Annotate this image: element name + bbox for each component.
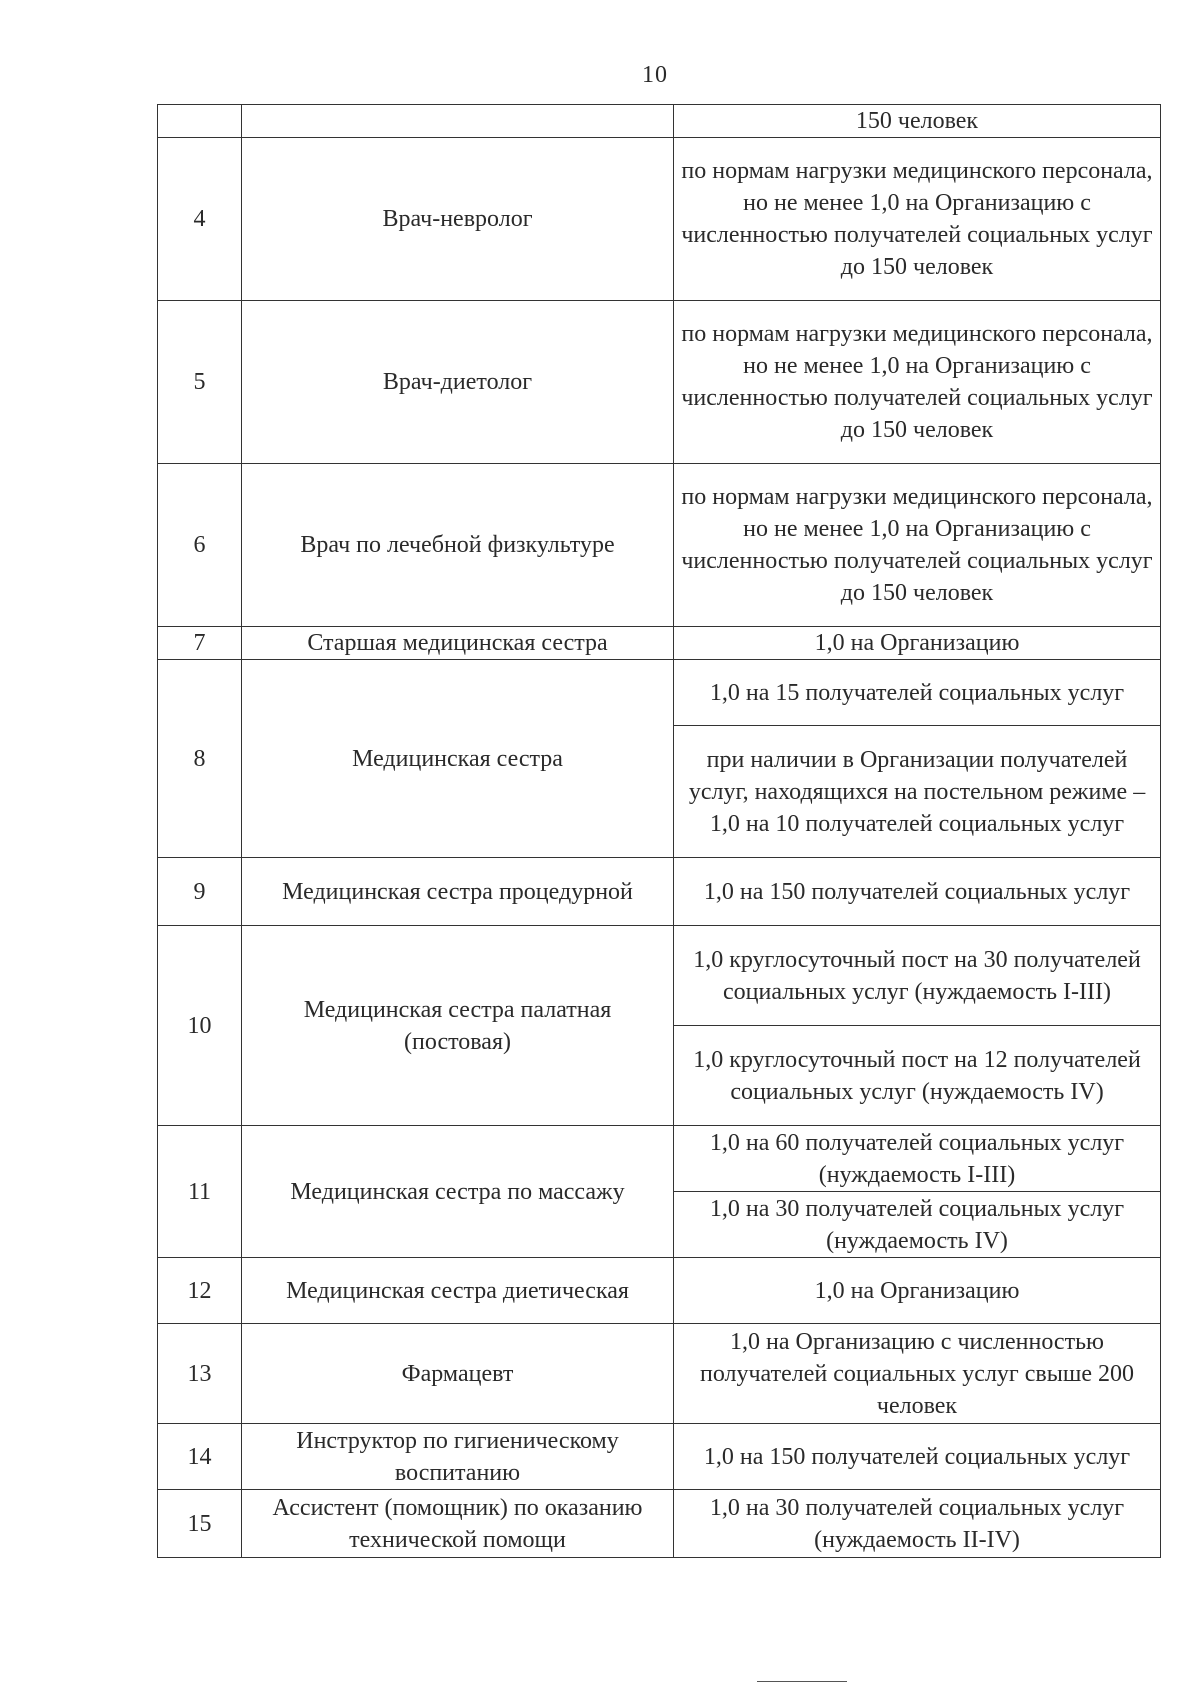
position-name: Врач-диетолог (242, 301, 674, 464)
table-row (158, 1126, 1161, 1192)
staffing-norm: по нормам нагрузки медицинского персонала, но не менее 1,0 на Организацию с численностью получателей социальных услуг до 150 человек (674, 464, 1161, 627)
staffing-norm: 1,0 на 30 получателей социальных услуг (нуждаемость IV) (674, 1192, 1161, 1258)
row-number: 5 (158, 301, 242, 464)
table-row (158, 627, 1161, 660)
staffing-norm: 1,0 на 15 получателей социальных услуг (674, 660, 1161, 726)
table-row (158, 1324, 1161, 1424)
table-row (158, 464, 1161, 627)
table-row (158, 660, 1161, 726)
table-row (158, 1424, 1161, 1490)
row-number: 11 (158, 1126, 242, 1258)
position-name: Медицинская сестра (242, 660, 674, 858)
row-number (158, 105, 242, 138)
staffing-norm: 150 человек (674, 105, 1161, 138)
position-name: Врач-невролог (242, 138, 674, 301)
table-row (158, 301, 1161, 464)
staffing-norm: 1,0 на Организацию с численностью получателей социальных услуг свыше 200 человек (674, 1324, 1161, 1424)
staffing-norm: 1,0 на 60 получателей социальных услуг (нуждаемость I-III) (674, 1126, 1161, 1192)
staffing-norm: по нормам нагрузки медицинского персонала, но не менее 1,0 на Организацию с численностью получателей социальных услуг до 150 человек (674, 138, 1161, 301)
staffing-table (157, 104, 1161, 1558)
position-name: Медицинская сестра диетическая (242, 1258, 674, 1324)
table-row (158, 926, 1161, 1026)
row-number: 8 (158, 660, 242, 858)
row-number: 7 (158, 627, 242, 660)
page-number: 10 (642, 62, 668, 88)
position-name: Инструктор по гигиеническому воспитанию (242, 1424, 674, 1490)
position-name: Врач по лечебной физкультуре (242, 464, 674, 627)
position-name (242, 105, 674, 138)
staffing-norm: при наличии в Организации получателей услуг, находящихся на постельном режиме – 1,0 на 10 получателей социальных услуг (674, 726, 1161, 858)
row-number: 13 (158, 1324, 242, 1424)
staffing-norm: 1,0 круглосуточный пост на 12 получателей социальных услуг (нуждаемость IV) (674, 1026, 1161, 1126)
row-number: 15 (158, 1490, 242, 1558)
staffing-norm: по нормам нагрузки медицинского персонала, но не менее 1,0 на Организацию с численностью получателей социальных услуг до 150 человек (674, 301, 1161, 464)
staffing-norm: 1,0 на 150 получателей социальных услуг (674, 1424, 1161, 1490)
staffing-norm: 1,0 на 150 получателей социальных услуг (674, 858, 1161, 926)
row-number: 12 (158, 1258, 242, 1324)
staffing-norm: 1,0 на 30 получателей социальных услуг (нуждаемость II-IV) (674, 1490, 1161, 1558)
position-name: Медицинская сестра процедурной (242, 858, 674, 926)
staffing-norm: 1,0 на Организацию (674, 1258, 1161, 1324)
position-name: Ассистент (помощник) по оказанию технической помощи (242, 1490, 674, 1558)
table-row (158, 105, 1161, 138)
footer-divider (757, 1681, 847, 1682)
table-row (158, 1490, 1161, 1558)
staffing-norm: 1,0 на Организацию (674, 627, 1161, 660)
row-number: 10 (158, 926, 242, 1126)
table-row (158, 1258, 1161, 1324)
position-name: Медицинская сестра по массажу (242, 1126, 674, 1258)
table-row (158, 858, 1161, 926)
row-number: 9 (158, 858, 242, 926)
position-name: Фармацевт (242, 1324, 674, 1424)
position-name: Старшая медицинская сестра (242, 627, 674, 660)
table-row (158, 138, 1161, 301)
staffing-norm: 1,0 круглосуточный пост на 30 получателей социальных услуг (нуждаемость I-III) (674, 926, 1161, 1026)
row-number: 4 (158, 138, 242, 301)
row-number: 6 (158, 464, 242, 627)
position-name: Медицинская сестра палатная (постовая) (242, 926, 674, 1126)
row-number: 14 (158, 1424, 242, 1490)
